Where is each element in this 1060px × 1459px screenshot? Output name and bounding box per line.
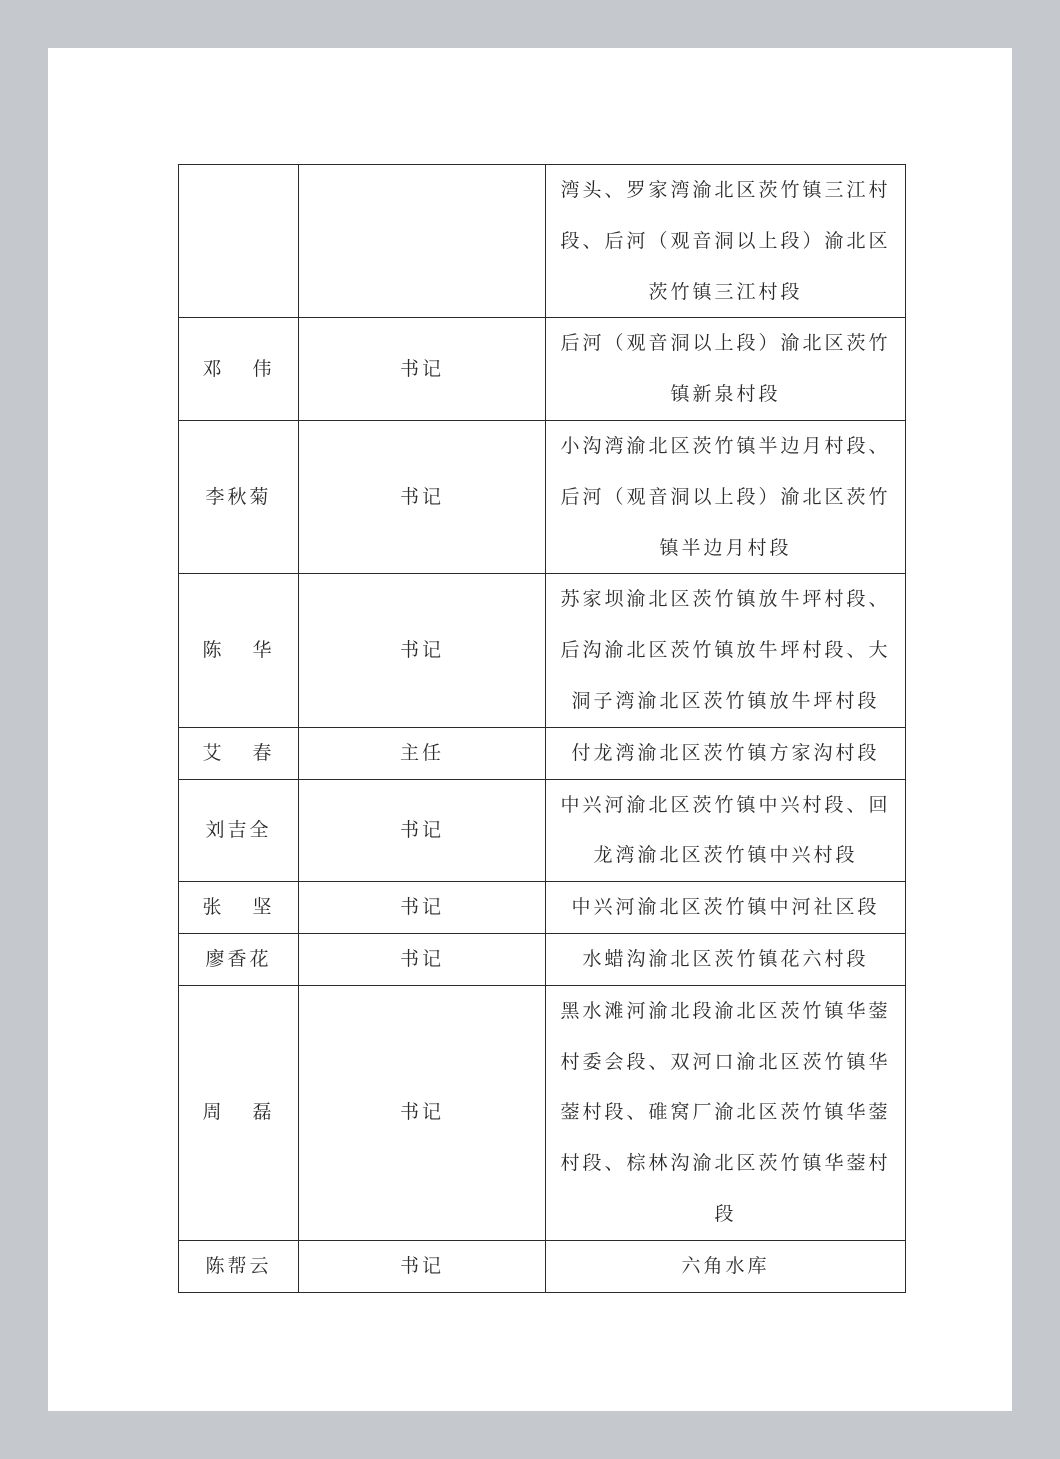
name-cell — [179, 882, 299, 934]
section-cell — [546, 1240, 906, 1292]
document-page — [48, 48, 1012, 1411]
section-cell — [546, 933, 906, 985]
name-text: 艾 — [202, 741, 225, 764]
name-cell — [179, 985, 299, 1240]
table-row — [179, 1240, 906, 1292]
section-line: 段、后河（观音洞以上段）渝北区 — [560, 229, 891, 252]
river-chief-table — [178, 164, 906, 1293]
name-cell — [179, 1240, 299, 1292]
table-row — [179, 165, 906, 318]
title-cell: 书记 — [299, 1240, 546, 1292]
title-cell — [299, 165, 546, 318]
name-text: 廖香花 — [205, 947, 272, 970]
name-text: 周 — [202, 1101, 225, 1124]
name-cell — [179, 318, 299, 421]
section-cell — [546, 882, 906, 934]
section-line: 中兴河渝北区茨竹镇中兴村段、回 — [560, 793, 891, 816]
name-cell — [179, 779, 299, 882]
title-cell: 书记 — [299, 779, 546, 882]
title-cell: 书记 — [299, 882, 546, 934]
table-row — [179, 318, 906, 421]
table-row — [179, 574, 906, 727]
section-cell — [546, 727, 906, 779]
section-line: 黑水滩河渝北段渝北区茨竹镇华蓥 — [560, 999, 891, 1022]
section-cell — [546, 574, 906, 727]
name-text: 陈 — [202, 639, 225, 662]
section-cell — [546, 420, 906, 573]
section-line: 中兴河渝北区茨竹镇中河社区段 — [571, 896, 880, 919]
section-line: 小沟湾渝北区茨竹镇半边月村段、 — [560, 434, 891, 457]
title-cell: 主任 — [299, 727, 546, 779]
section-line: 龙湾渝北区茨竹镇中兴村段 — [593, 844, 858, 867]
name-cell — [179, 574, 299, 727]
section-line: 村段、棕林沟渝北区茨竹镇华蓥村 — [560, 1152, 891, 1175]
section-line: 湾头、罗家湾渝北区茨竹镇三江村 — [560, 179, 891, 201]
section-line: 镇半边月村段 — [659, 536, 792, 559]
name-text: 陈帮云 — [205, 1254, 272, 1277]
section-line: 段 — [714, 1202, 737, 1225]
section-cell — [546, 318, 906, 421]
name-text: 邓 — [202, 357, 225, 380]
name-text-2: 春 — [252, 741, 275, 764]
table-body — [179, 165, 906, 1293]
section-line: 六角水库 — [681, 1254, 770, 1277]
table-row — [179, 882, 906, 934]
section-line: 后沟渝北区茨竹镇放牛坪村段、大 — [560, 639, 891, 662]
title-cell: 书记 — [299, 318, 546, 421]
name-cell — [179, 420, 299, 573]
name-text: 刘吉全 — [205, 818, 272, 841]
section-cell — [546, 165, 906, 318]
title-cell: 书记 — [299, 985, 546, 1240]
section-line: 水蜡沟渝北区茨竹镇花六村段 — [582, 947, 869, 970]
section-line: 镇新泉村段 — [670, 383, 781, 406]
section-line: 茨竹镇三江村段 — [648, 280, 803, 303]
section-line: 付龙湾渝北区茨竹镇方家沟村段 — [571, 741, 880, 764]
section-line: 蓥村段、碓窝厂渝北区茨竹镇华蓥 — [560, 1101, 891, 1124]
section-cell — [546, 779, 906, 882]
title-cell: 书记 — [299, 420, 546, 573]
table-row — [179, 727, 906, 779]
section-line: 苏家坝渝北区茨竹镇放牛坪村段、 — [560, 588, 891, 611]
table-row — [179, 420, 906, 573]
name-cell — [179, 933, 299, 985]
title-cell: 书记 — [299, 574, 546, 727]
name-text-2: 华 — [252, 639, 275, 662]
name-cell — [179, 727, 299, 779]
section-line: 村委会段、双河口渝北区茨竹镇华 — [560, 1050, 891, 1073]
section-line: 后河（观音洞以上段）渝北区茨竹 — [560, 332, 891, 355]
name-text: 李秋菊 — [205, 485, 272, 508]
section-cell — [546, 985, 906, 1240]
table-row — [179, 933, 906, 985]
title-cell: 书记 — [299, 933, 546, 985]
name-cell — [179, 165, 299, 318]
name-text: 张 — [202, 896, 225, 919]
section-line: 后河（观音洞以上段）渝北区茨竹 — [560, 485, 891, 508]
table-row — [179, 779, 906, 882]
name-text-2: 伟 — [252, 357, 275, 380]
table-row — [179, 985, 906, 1240]
section-line: 洞子湾渝北区茨竹镇放牛坪村段 — [571, 689, 880, 712]
name-text-2: 磊 — [252, 1101, 275, 1124]
name-text-2: 坚 — [252, 896, 275, 919]
